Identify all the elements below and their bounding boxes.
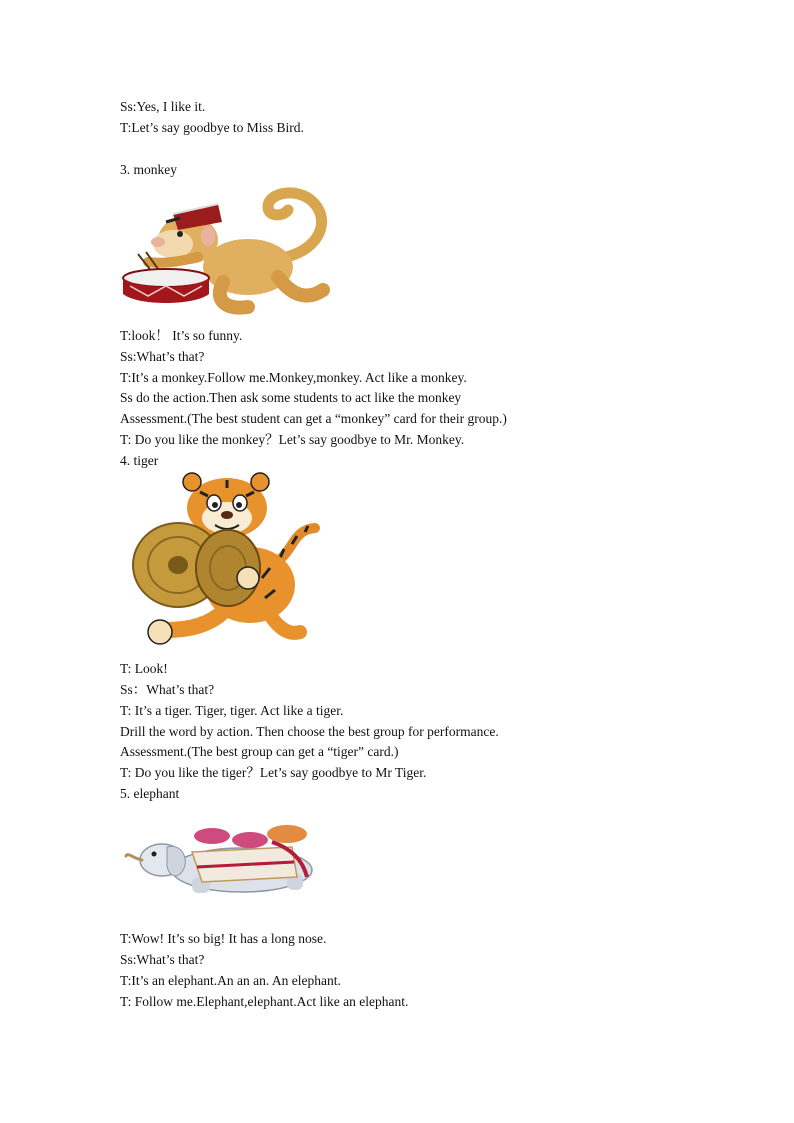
- elephant-illustration: [122, 822, 327, 897]
- text-line: T: Do you like the monkey？Let’s say goodbye to Mr. Monkey.: [120, 432, 465, 447]
- text-line: Assessment.(The best student can get a “monkey” card for their group.): [120, 411, 507, 426]
- text-line: T:look！ It’s so funny.: [120, 328, 243, 343]
- monkey-illustration: [118, 182, 338, 317]
- text-line: Drill the word by action. Then choose the best group for performance.: [120, 724, 499, 739]
- text-line: T: Look!: [120, 661, 168, 676]
- text-line: T: Do you like the tiger？Let’s say goodbye to Mr Tiger.: [120, 765, 427, 780]
- text-line: Ss do the action.Then ask some students to act like the monkey: [120, 390, 462, 405]
- section-heading-elephant: 5. elephant: [120, 786, 180, 801]
- text-line: Ss:What’s that?: [120, 952, 205, 967]
- section-heading-monkey: 3. monkey: [120, 162, 177, 177]
- text-line: T:It’s a monkey.Follow me.Monkey,monkey. Act like a monkey.: [120, 370, 467, 385]
- text-line: Ss:What’s that?: [120, 349, 205, 364]
- text-line: T: It’s a tiger. Tiger, tiger. Act like a tiger.: [120, 703, 344, 718]
- tiger-illustration: [130, 470, 325, 655]
- text-line: T: Follow me.Elephant,elephant.Act like an elephant.: [120, 994, 409, 1009]
- text-line: T:Let’s say goodbye to Miss Bird.: [120, 120, 304, 135]
- text-line: T:It’s an elephant.An an an. An elephant.: [120, 973, 341, 988]
- section-heading-tiger: 4. tiger: [120, 453, 159, 468]
- text-line: Ss：What’s that?: [120, 682, 215, 697]
- text-line: Assessment.(The best group can get a “tiger” card.): [120, 744, 399, 759]
- text-line: T:Wow! It’s so big! It has a long nose.: [120, 931, 327, 946]
- text-line: Ss:Yes, I like it.: [120, 99, 206, 114]
